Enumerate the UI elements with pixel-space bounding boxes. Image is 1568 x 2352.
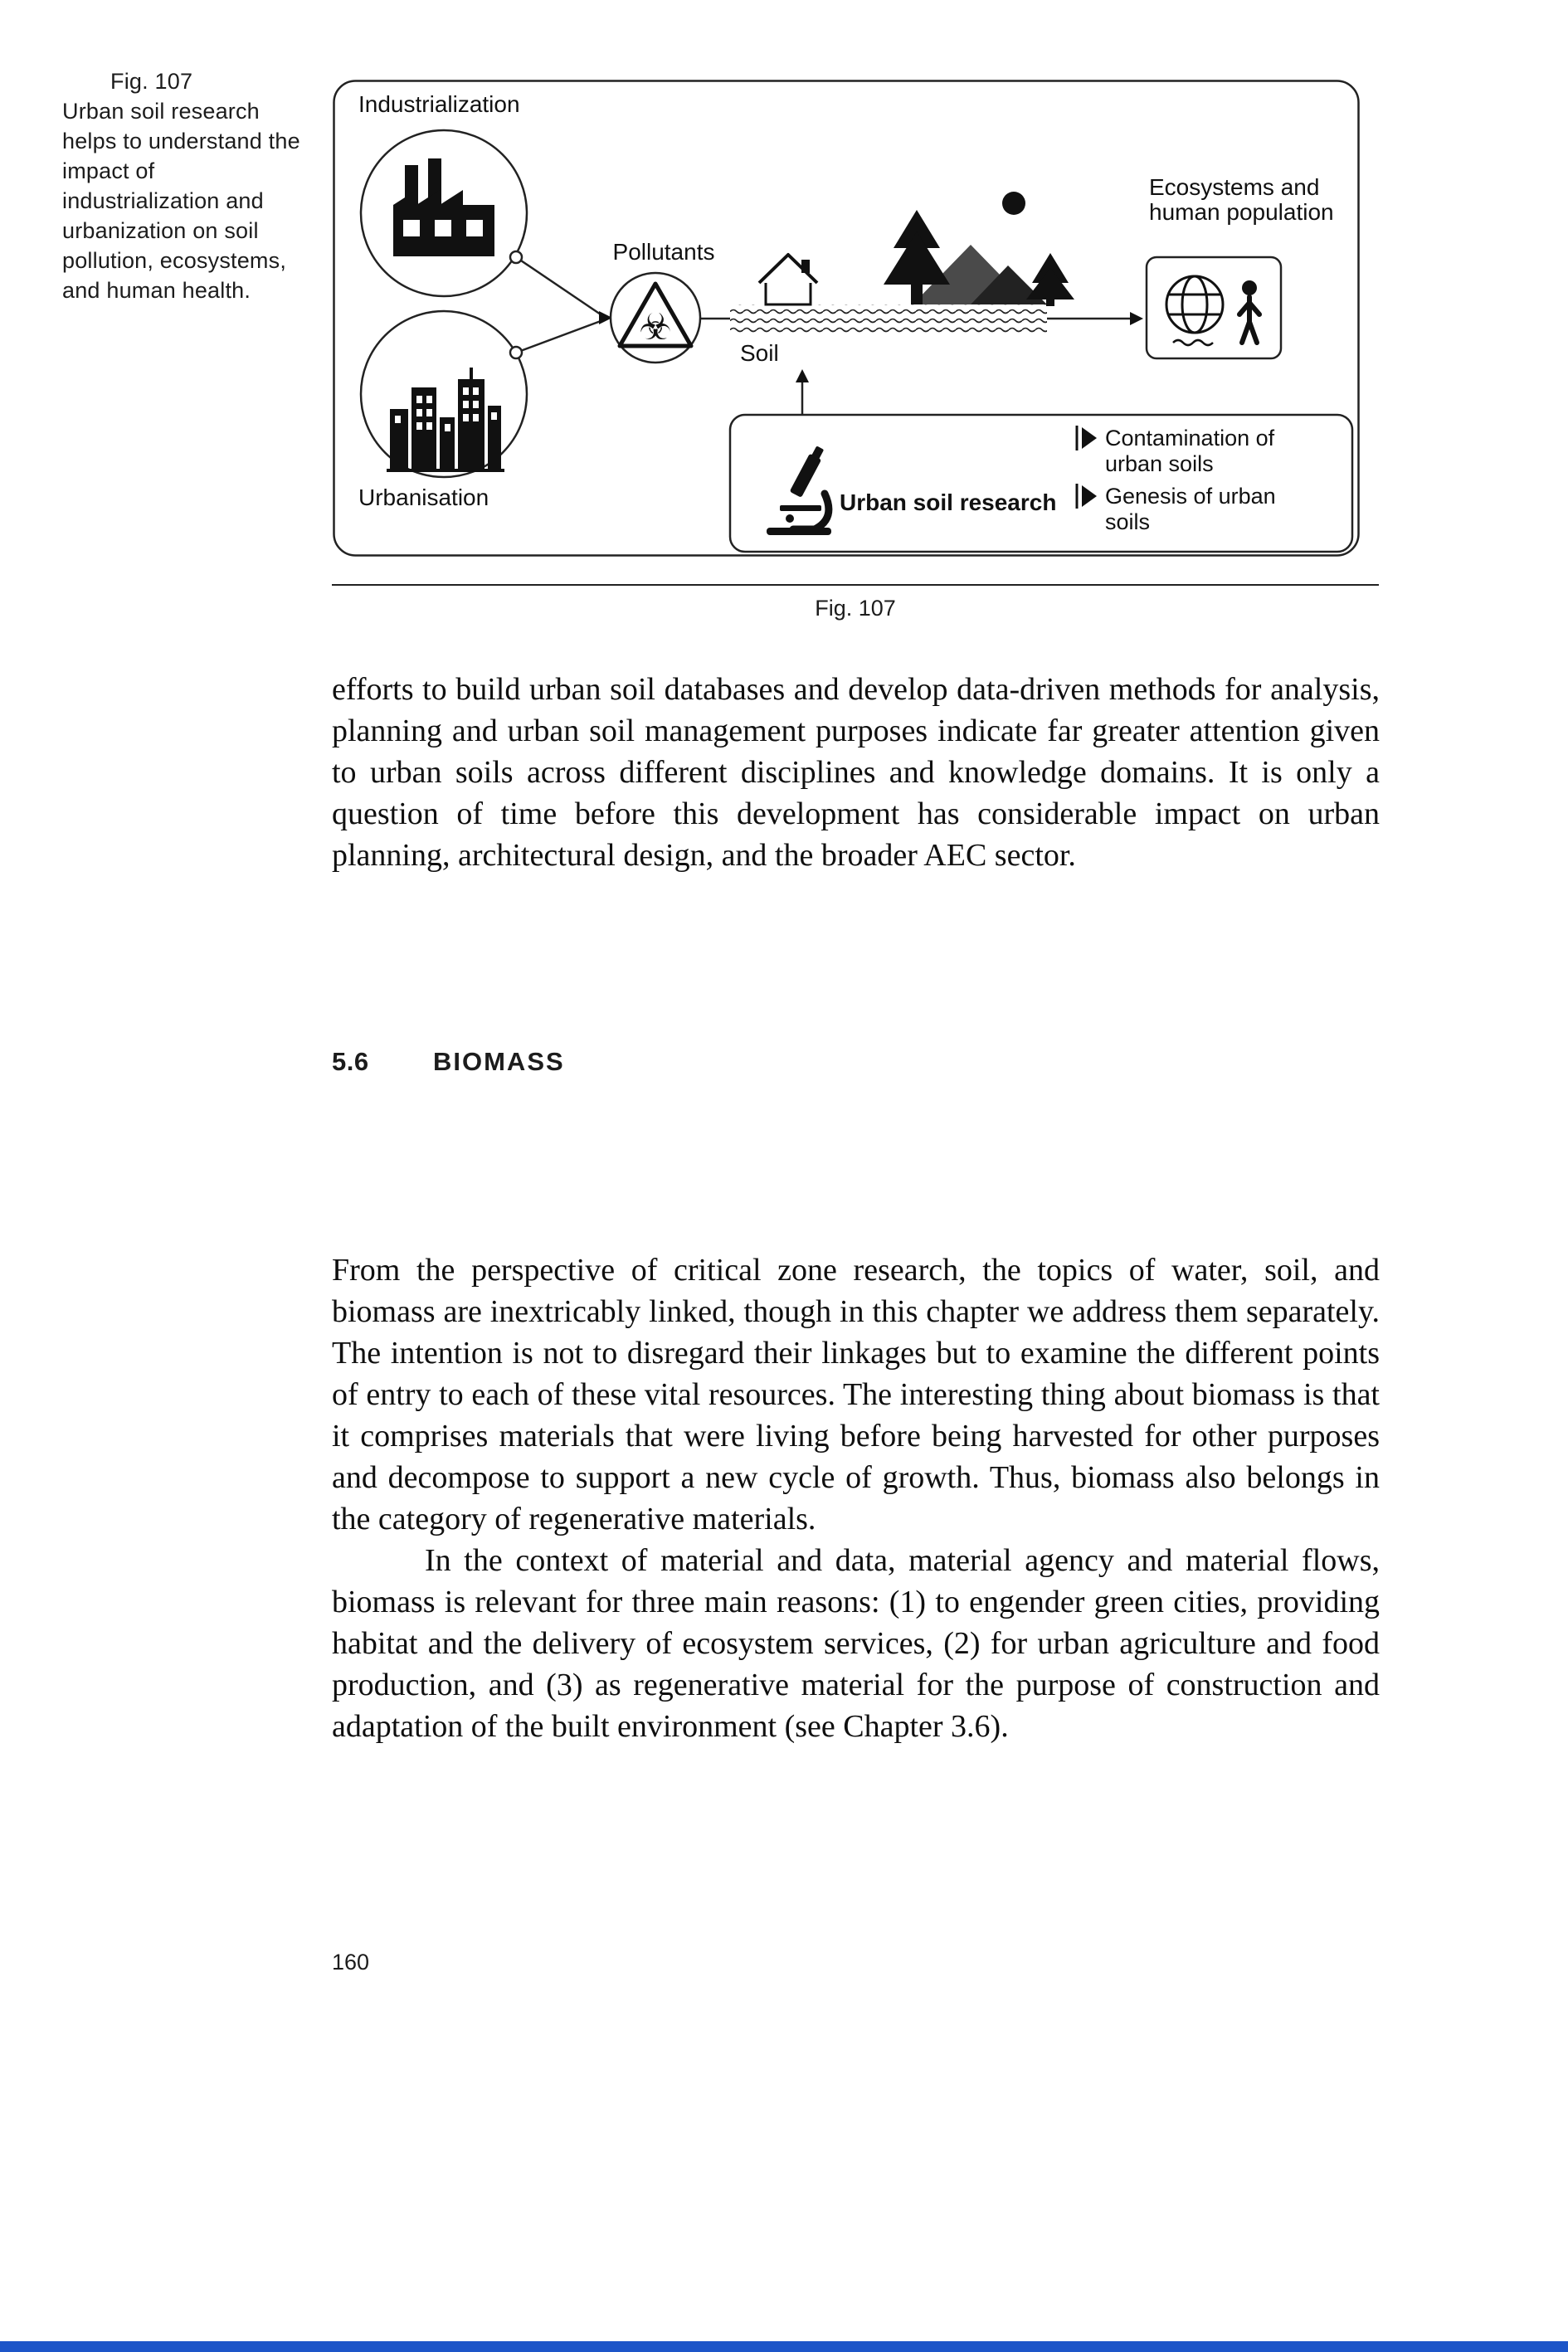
genesis-label-line2: soils: [1105, 509, 1151, 534]
section-title: BIOMASS: [433, 1047, 565, 1076]
genesis-label-line1: Genesis of urban: [1105, 484, 1276, 509]
connector-dot: [510, 347, 522, 358]
soil-band: [730, 304, 1047, 333]
industrialization-label: Industrialization: [358, 91, 520, 117]
urbanisation-label: Urbanisation: [358, 485, 489, 510]
svg-text:☣: ☣: [639, 307, 672, 348]
contamination-label-line2: urban soils: [1105, 451, 1214, 476]
figure-107-diagram: [332, 79, 1361, 558]
margin-note-text: Urban soil research helps to understand the impact of industrialization and urbanization on soil pollution, ecosystems, and human health.: [62, 99, 300, 303]
arrow-up-icon: [796, 369, 809, 382]
contamination-label-line1: Contamination of: [1105, 426, 1275, 450]
sun-icon: [1002, 192, 1025, 215]
biohazard-icon: [611, 273, 700, 363]
section-heading: [332, 1047, 1380, 1077]
ecosystems-label-line2: human population: [1149, 199, 1334, 225]
ecosystems-label-line1: Ecosystems and: [1149, 174, 1320, 200]
trees-mountains-icon: [884, 192, 1074, 306]
section-number: 5.6: [332, 1047, 369, 1076]
margin-note-fig-label: Fig. 107: [110, 69, 193, 94]
arrow-right-icon: [1130, 312, 1143, 325]
soil-label: Soil: [740, 340, 779, 366]
house-icon: [759, 255, 817, 304]
pollutants-label: Pollutants: [612, 239, 715, 265]
body-text: [332, 669, 1380, 1747]
paragraph-biomass-intro: From the perspective of critical zone research, the topics of water, soil, and biomass are inextricably linked, though in this chapter we address them separately. The intention is not to disregard their linkages but to examine the different points of entry to each of these vital resources. The interesting thing about biomass is that it comprises materials that were living before being harvested for other purposes and decompose to support a new cycle of growth. Thus, biomass also belongs in the category of regenerative materials.: [332, 1253, 1380, 1536]
margin-note: [62, 66, 304, 305]
paragraph-biomass-reasons: In the context of material and data, material agency and material flows, biomass is relevant for three main reasons: (1) to engender green cities, providing habitat and the delivery of ecosystem services, (2) for urban agriculture and food production, and (3) as regenerative material for the purpose of construction and adaptation of the built environment (see Chapter 3.6).: [332, 1543, 1380, 1744]
caption-rule: [332, 584, 1379, 586]
paragraph-urban-soil: efforts to build urban soil databases and develop data-driven methods for analysis, planning and urban soil management purposes indicate far greater attention given to urban soils across different disciplines and knowledge domains. It is only a question of time before this development has considerable impact on urban planning, architectural design, and the broader AEC sector.: [332, 672, 1380, 873]
page-number: 160: [332, 1950, 370, 1975]
figure-caption: Fig. 107: [815, 596, 896, 621]
bottom-blue-bar: [0, 2341, 1568, 2352]
connector-dot: [510, 251, 522, 263]
diagram-canvas: [332, 79, 1361, 558]
research-label: Urban soil research: [840, 489, 1057, 515]
